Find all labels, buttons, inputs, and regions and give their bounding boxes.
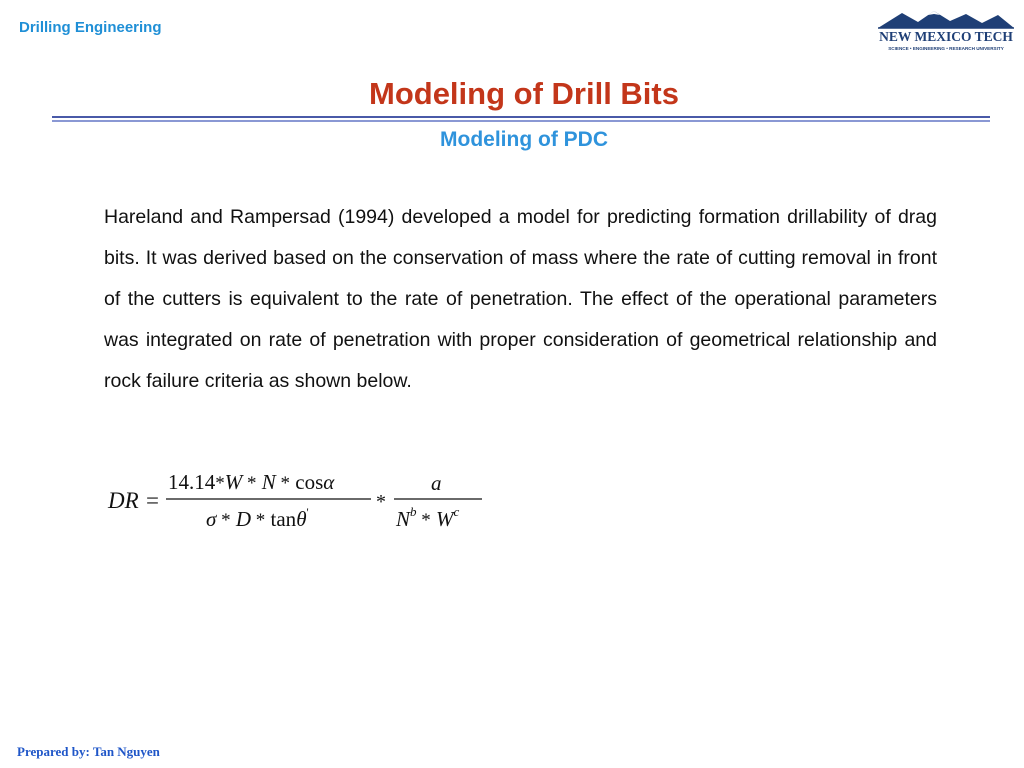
drillability-equation (106, 466, 486, 536)
header-course-label: Drilling Engineering (19, 19, 162, 36)
footer-prepared-by: Prepared by: Tan Nguyen (17, 744, 160, 759)
body-paragraph: Hareland and Rampersad (1994) developed a model for predicting formation drillability of drag bits. It was derived based on the conservation of mass where the rate of cutting removal in front of the cutters is equivalent to the rate of penetration. The effect of the operational parameters was integrated on rate of penetration with proper consideration of geometrical relationship and rock failure criteria as shown below. (104, 206, 937, 392)
equation-multiply: * (376, 491, 386, 513)
logo-name: NEW MEXICO TECH (879, 29, 1013, 44)
equation-lhs: DR (108, 488, 139, 513)
logo-tagline: SCIENCE • ENGINEERING • RESEARCH UNIVERSITY (888, 46, 1004, 51)
equation-denominator-2: $N^b * W^c$ (396, 504, 460, 531)
title-divider-dark (52, 116, 990, 118)
equation-equals: = (146, 488, 159, 513)
title-divider-light (52, 120, 990, 122)
equation-denominator: σ * D * tanθ' (206, 505, 309, 531)
new-mexico-tech-logo-icon (874, 6, 1018, 54)
slide-title: Modeling of Drill Bits (369, 76, 679, 111)
equation-numerator-2: a (431, 471, 442, 495)
equation-numerator: 14.14*W * N * cosα (168, 470, 335, 494)
slide-subtitle: Modeling of PDC (440, 128, 608, 151)
